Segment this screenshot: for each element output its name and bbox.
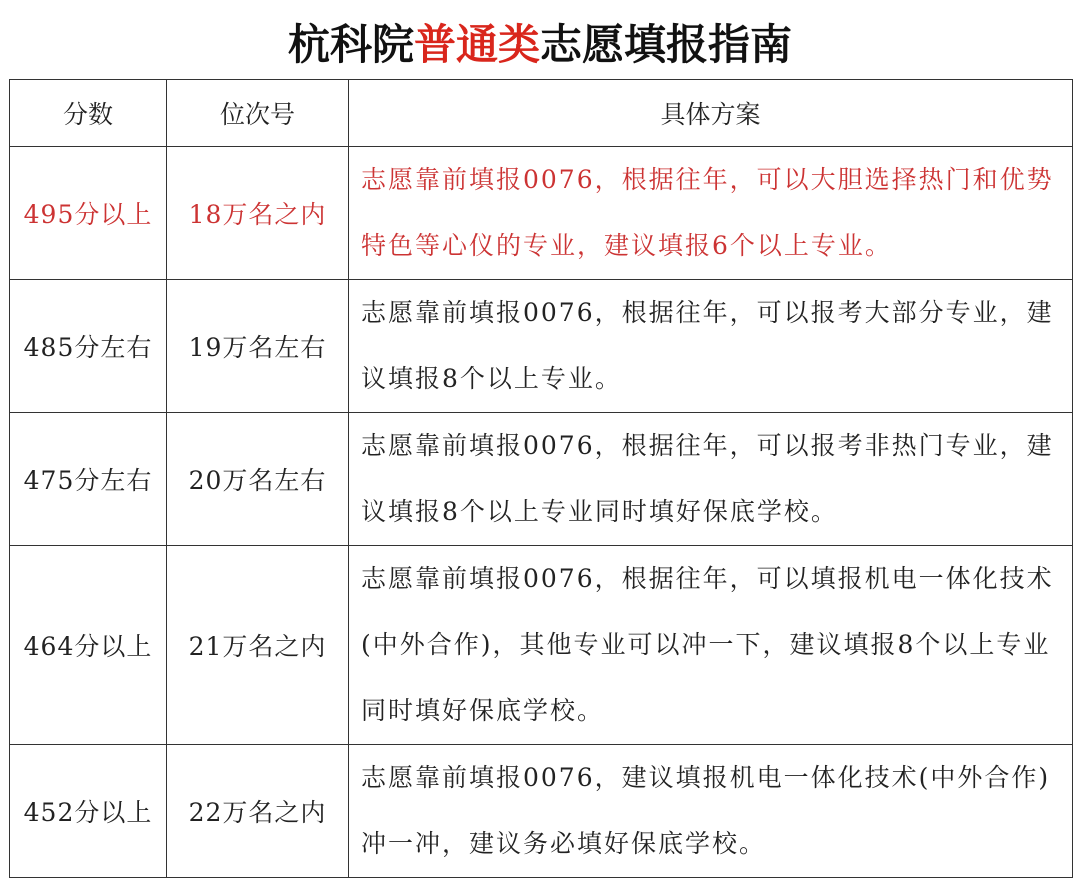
score-cell: 452分以上: [10, 745, 167, 878]
plan-cell: 志愿靠前填报0076，根据往年，可以填报机电一体化技术(中外合作)，其他专业可以冲一下，建议填报8个以上专业同时填好保底学校。: [349, 546, 1073, 745]
header-score: 分数: [10, 80, 167, 147]
rank-cell: 21万名之内: [167, 546, 349, 745]
table-header-row: [10, 80, 1073, 147]
score-cell: 475分左右: [10, 413, 167, 546]
title-suffix: 志愿填报指南: [540, 20, 793, 69]
table-row: [10, 413, 1073, 546]
rank-cell: 22万名之内: [167, 745, 349, 878]
table-row: [10, 546, 1073, 745]
guide-table: [9, 79, 1073, 878]
header-plan: 具体方案: [349, 80, 1073, 147]
rank-cell: 20万名左右: [167, 413, 349, 546]
plan-cell: 志愿靠前填报0076，根据往年，可以大胆选择热门和优势特色等心仪的专业，建议填报6个以上专业。: [349, 147, 1073, 280]
header-rank: 位次号: [167, 80, 349, 147]
plan-cell: 志愿靠前填报0076，建议填报机电一体化技术(中外合作)冲一冲，建议务必填好保底学校。: [349, 745, 1073, 878]
title-prefix: 杭科院: [287, 20, 414, 69]
rank-cell: 19万名左右: [167, 280, 349, 413]
plan-cell: 志愿靠前填报0076，根据往年，可以报考非热门专业，建议填报8个以上专业同时填好保底学校。: [349, 413, 1073, 546]
score-cell: 485分左右: [10, 280, 167, 413]
rank-cell: 18万名之内: [167, 147, 349, 280]
page-title: [0, 14, 1080, 76]
table-row: [10, 147, 1073, 280]
table-row: [10, 280, 1073, 413]
title-highlight: 普通类: [413, 20, 540, 69]
score-cell: 464分以上: [10, 546, 167, 745]
plan-cell: 志愿靠前填报0076，根据往年，可以报考大部分专业，建议填报8个以上专业。: [349, 280, 1073, 413]
score-cell: 495分以上: [10, 147, 167, 280]
table-row: [10, 745, 1073, 878]
